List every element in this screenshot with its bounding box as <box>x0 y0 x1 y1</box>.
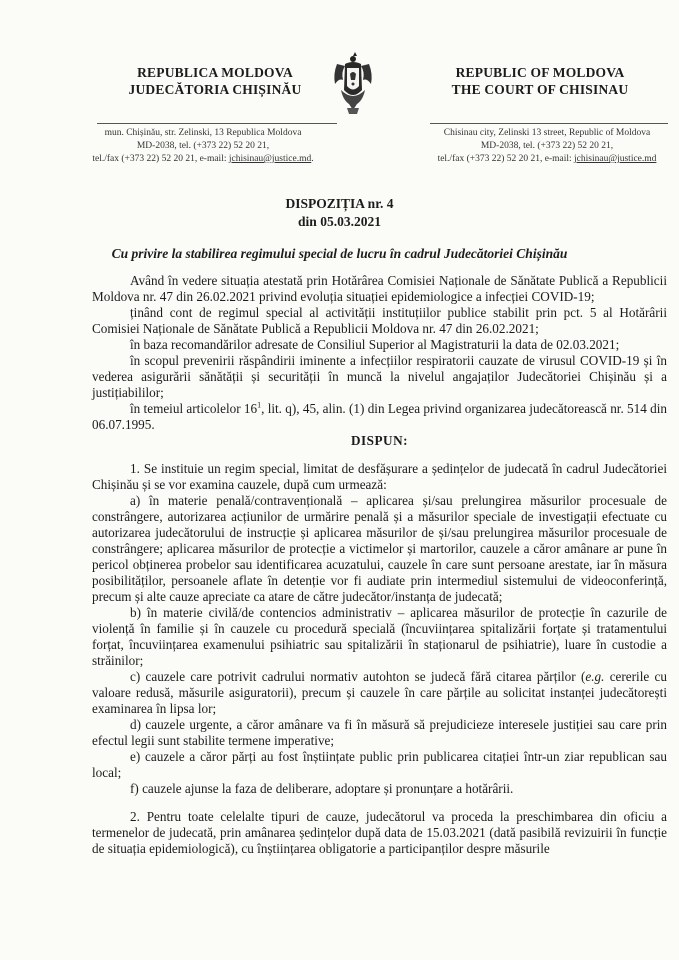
article-superscript: 1 <box>257 400 262 410</box>
item-1f: f) cauzele ajunse la faza de deliberare, adoptare și pronunțare a hotărârii. <box>130 781 514 796</box>
document-subject: Cu privire la stabilirea regimului special de lucru în cadrul Judecătoriei Chișinău <box>111 246 568 261</box>
coat-of-arms-icon <box>331 50 375 116</box>
item-1d: d) cauzele urgente, a căror amânare va fi în măsură să prejudicieze interesele justiției sau care prin efectul legii sunt stabilite termene imperative; <box>92 717 667 748</box>
address-left-line3 <box>62 153 344 166</box>
address-right-line3 <box>420 153 674 166</box>
item-2: 2. Pentru toate celelalte tipuri de cauze, judecătorul va proceda la preschimbarea din oficiu a termenelor de judecată, prin amânarea ședințelor după data de 15.03.2021 (dată pasibilă revizuirii în funcție de situația epidemiologică), cu înștiințarea obligatorie a participanților despre măsurile <box>92 809 667 856</box>
preamble-paragraph-5 <box>92 401 667 433</box>
address-left-line1: mun. Chișinău, str. Zelinski, 13 Republica Moldova <box>104 128 302 138</box>
address-left-line2: MD-2038, tel. (+373 22) 52 20 21, <box>136 141 270 151</box>
header-right-country: REPUBLIC OF MOLDOVA <box>455 65 625 80</box>
document-body <box>92 273 667 857</box>
address-right <box>420 127 674 166</box>
item-1c-eg: e.g. <box>585 669 605 684</box>
legal-basis-text: în temeiul articolelor 16 <box>130 401 258 416</box>
email-link-right[interactable]: jchisinau@justice.md <box>574 154 657 164</box>
item-1b: b) în materie civilă/de contencios administrativ – aplicarea măsurilor de protecție în cazurile de violență în familie și în cauzele cu procedură specială (încuviințarea spitalizării forțate și tratamentului forțat, încuviințarea examenului psihiatric sau spitalizării în staționarul de psihiatrie), luare în custodie a străinilor; <box>92 605 667 668</box>
document-title <box>0 195 679 231</box>
header-right <box>420 64 660 98</box>
header-left-court: JUDECĂTORIA CHIȘINĂU <box>128 82 302 97</box>
item-1c <box>92 669 667 717</box>
address-right-line1: Chisinau city, Zelinski 13 street, Republic of Moldova <box>443 128 651 138</box>
preamble-paragraph-1: Având în vedere situația atestată prin Hotărârea Comisiei Naționale de Sănătate Publică a Republicii Moldova nr. 47 din 26.02.2021 privind evoluția situației epidemiologice a infecției COVID-19; <box>92 273 667 304</box>
disposition-number: DISPOZIȚIA nr. 4 <box>285 196 394 211</box>
header-divider-right <box>430 123 668 124</box>
legal-basis-text-cont: , lit. q), 45, alin. (1) din Legea privind organizarea judecătorească nr. 514 din 06.07.1995. <box>92 401 667 432</box>
header-divider-left <box>97 123 337 124</box>
dispun-heading: DISPUN: <box>351 433 408 448</box>
preamble-paragraph-2: ținând cont de regimul special al activității instituțiilor publice stabilit prin pct. 5 al Hotărârii Comisiei Naționale de Sănătate Publică a Republicii Moldova nr. 47 din 26.02.2021; <box>92 305 667 336</box>
preamble-paragraph-4: în scopul prevenirii răspândirii iminente a infecțiilor respiratorii cauzate de virusul COVID-19 și în vederea asigurării sănătății și securității în muncă la nivelul angajaților Judecătoriei Chișinău și a justițiabililor; <box>92 353 667 400</box>
disposition-date: din 05.03.2021 <box>298 214 381 229</box>
preamble-paragraph-3: în baza recomandărilor adresate de Consiliul Superior al Magistraturii la data de 02.03.2021; <box>130 337 620 352</box>
address-left-period: . <box>311 154 314 164</box>
item-1a: a) în materie penală/contravențională – aplicarea și/sau prelungirea măsurilor procesuale de constrângere, autorizarea acțiunilor de urmărire penală și a măsurilor speciale de investigații efectuate cu autorizarea judecătorului de instrucție și aplicarea măsurilor de și/sau prelungirea măsurilor procesuale de constrângere; aplicarea măsurilor de protecție a victimelor și martorilor, cauzele a căror amânare ar pune în pericol obținerea probelor sau identificarea acuzatului, cauzele în care sunt persoane arestate, iar în măsura posibilităților, persoanele aflate în detenție vor fi audiate prin intermediul sistemului de videoconferință, precum și alte cauze apreciate ca atare de către judecător/instanța de judecată; <box>92 493 667 604</box>
address-left <box>62 127 344 166</box>
email-link-left[interactable]: jchisinau@justice.md <box>228 154 312 164</box>
address-left-contact: tel./fax (+373 22) 52 20 21, e-mail: <box>92 154 229 164</box>
item-1e: e) cauzele a căror părți au fost înștiințate public prin publicarea citației într-un ziar republican sau local; <box>92 749 667 780</box>
header-left <box>95 64 335 98</box>
header-right-court: THE COURT OF CHISINAU <box>451 82 629 97</box>
header-left-country: REPUBLICA MOLDOVA <box>137 65 293 80</box>
address-right-line2: MD-2038, tel. (+373 22) 52 20 21, <box>480 141 614 151</box>
item-1c-text-cont: cererile cu valoare redusă, măsurile asiguratorii), precum și cauzele în care părțile au solicitat instanței judecătorești examinarea în lipsa lor; <box>92 669 667 716</box>
address-right-contact: tel./fax (+373 22) 52 20 21, e-mail: <box>437 154 575 164</box>
item-1: 1. Se instituie un regim special, limitat de desfășurare a ședințelor de judecată în cadrul Judecătoriei Chișinău și se vor examina cauzele, după cum urmează: <box>92 461 667 492</box>
item-1c-text: c) cauzele care potrivit cadrului normativ autohton se judecă fără citarea părților ( <box>130 669 586 684</box>
